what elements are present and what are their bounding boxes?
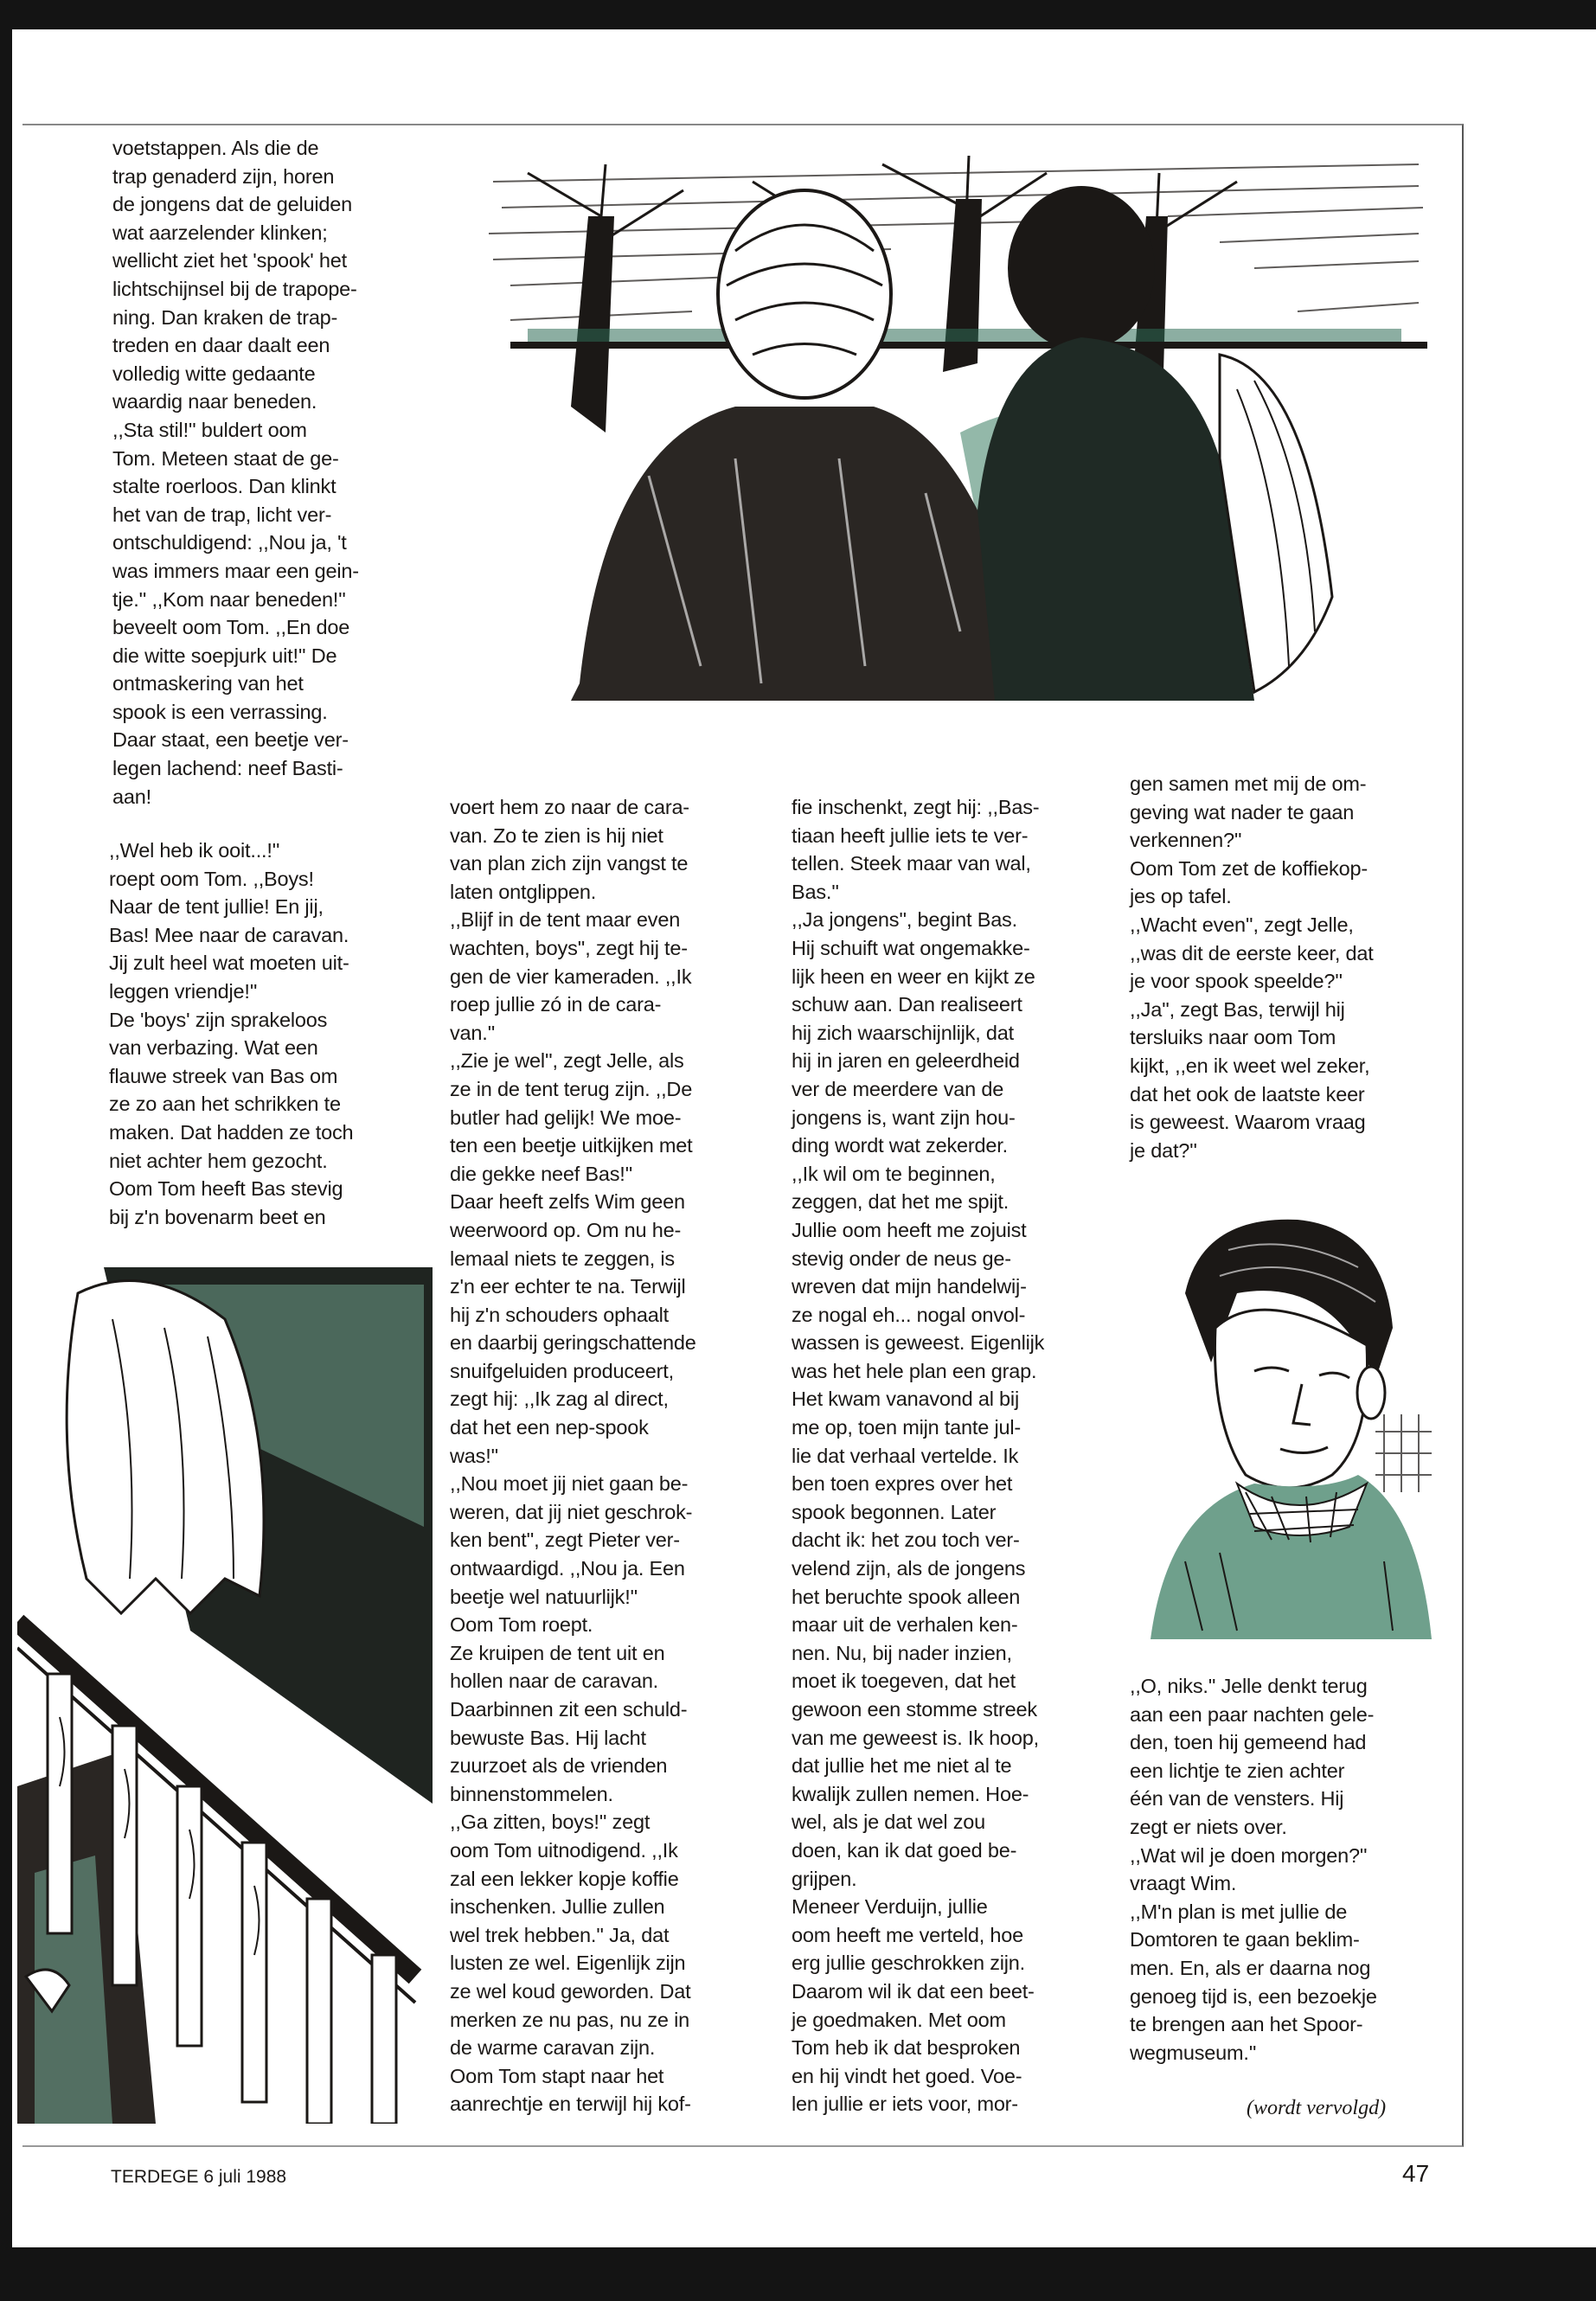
article-column-2: voert hem zo naar de cara- van. Zo te zien is hij niet van plan zich zijn vangst te laten ontglippen. ,,Blijf in de tent maar even wachten, boys'', zegt hij te- gen de vier kameraden. ,,Ik roep jullie zó in de cara- van.'' ,,Zie je wel'', zegt Jelle, als ze in de tent terug zijn. ,,De butler had gelijk! We moe- ten een beetje uitkijken met die gekke neef Bas!'' Daar heeft zelfs Wim geen weerwoord op. Om nu he- lemaal niets te zeggen, is z'n eer echter te na. Terwijl hij z'n schouders ophaalt en daarbij geringschattende snuifgeluiden produceert, zegt hij: ,,Ik zag al direct, dat het een nep-spook was!'' ,,Nou moet jij niet gaan be- weren, dat jij niet geschrok- ken bent'', zegt Pieter ver- ontwaardigd. ,,Nou ja. Een beetje wel natuurlijk!'' Oom Tom roept. Ze kruipen de tent uit en hollen naar de caravan. Daarbinnen zit een schuld- bewuste Bas. Hij lacht zuurzoet als de vrienden binnenstommelen. ,,Ga zitten, boys!'' zegt oom Tom uitnodigend. ,,Ik zal een lekker kopje koffie inschenken. Jullie zullen wel trek hebben.'' Ja, dat lusten ze wel. Eigenlijk zijn ze wel koud geworden. Dat merken ze nu pas, nu ze in de warme caravan zijn. Oom Tom stapt naar het aanrechtje en terwijl hij kof- [450, 796, 696, 2116]
top-illustration [476, 147, 1440, 731]
ghost-stairs-illustration [17, 1267, 433, 2124]
boy-portrait-illustration [1133, 1198, 1436, 1648]
article-column-1-top: voetstappen. Als die de trap genaderd zijn, horen de jongens dat de geluiden wat aarzelender klinken; wellicht ziet het 'spook' het lichtschijnsel bij de trapope- ning. Dan kraken de trap- treden en daar daalt een volledig witte gedaante waardig naar beneden. ,,Sta stil!'' buldert oom Tom. Meteen staat de ge- stalte roerloos. Dan klinkt het van de trap, licht ver- ontschuldigend: ,,Nou ja, 't was immers maar een gein- tje.'' ,,Kom naar beneden!'' beveelt oom Tom. ,,En doe die witte soepjurk uit!'' De ontmaskering van het spook is een verrassing. Daar staat, een beetje ver- legen lachend: neef Basti- aan! [112, 137, 359, 808]
article-column-3: fie inschenkt, zegt hij: ,,Bas- tiaan heeft jullie iets te ver- tellen. Steek maar van wal, Bas.'' ,,Ja jongens'', begint Bas. Hij schuift wat ongemakke- lijk heen en weer en kijkt ze schuw aan. Dan realiseert hij zich waarschijnlijk, dat hij in jaren en geleerdheid ver de meerdere van de jongens is, want zijn hou- ding wordt wat zekerder. ,,Ik wil om te beginnen, zeggen, dat het me spijt. Jullie oom heeft me zojuist stevig onder de neus ge- wreven dat mijn handelwij- ze nogal eh... nogal onvol- wassen is geweest. Eigenlijk was het hele plan een grap. Het kwam vanavond al bij me op, toen mijn tante jul- lie dat verhaal vertelde. Ik ben toen expres over het spook begonnen. Later dacht ik: het zou toch ver- velend zijn, als de jongens het beruchte spook alleen maar uit de verhalen ken- nen. Nu, bij nader inzien, moet ik toegeven, dat het gewoon een stomme streek van me geweest is. Ik hoop, dat jullie het me niet al te kwalijk zullen nemen. Hoe- wel, als je dat wel zou doen, kan ik dat goed be- grijpen. Meneer Verduijn, jullie oom heeft me verteld, hoe erg jullie geschrokken zijn. Daarom wil ik dat een beet- je goedmaken. Met oom Tom heb ik dat besproken en hij vindt het goed. Voe- len jullie er iets voor, mor- [792, 796, 1045, 2116]
article-column-4-bottom: ,,O, niks.'' Jelle denkt terug aan een paar nachten gele- den, toen hij gemeend had een lichtje te zien achter één van de vensters. Hij zegt er niets over. ,,Wat wil je doen morgen?'' vraagt Wim. ,,M'n plan is met jullie de Domtoren te gaan beklim- men. En, als er daarna nog genoeg tijd is, een bezoekje te brengen aan het Spoor- wegmuseum.'' [1130, 1675, 1377, 2064]
scan-border-left [0, 0, 12, 2301]
page-number: 47 [1402, 2160, 1430, 2187]
scan-border-bottom [0, 2247, 1596, 2301]
article-column-4-top: gen samen met mij de om- geving wat nader te gaan verkennen?'' Oom Tom zet de koffiekop- jes op tafel. ,,Wacht even'', zegt Jelle, ,,was dit de eerste keer, dat je voor spook speelde?'' ,,Ja'', zegt Bas, terwijl hij tersluiks naar oom Tom kijkt, ,,en ik weet wel zeker, dat het ook de laatste keer is geweest. Waarom vraag je dat?'' [1130, 772, 1374, 1162]
continued-label: (wordt vervolgd) [1247, 2097, 1387, 2119]
scan-border-top [0, 0, 1596, 29]
footer-publication: TERDEGE 6 juli 1988 [111, 2167, 287, 2187]
article-column-1-bottom: ,,Wel heb ik ooit...!'' roept oom Tom. ,,Boys! Naar de tent jullie! En jij, Bas! Mee naar de caravan. Jij zult heel wat moeten uit- leggen vriendje!'' De 'boys' zijn sprakeloos van verbazing. Wat een flauwe streek van Bas om ze zo aan het schrikken te maken. Dat hadden ze toch niet achter hem gezocht. Oom Tom heeft Bas stevig bij z'n bovenarm beet en [109, 839, 354, 1228]
